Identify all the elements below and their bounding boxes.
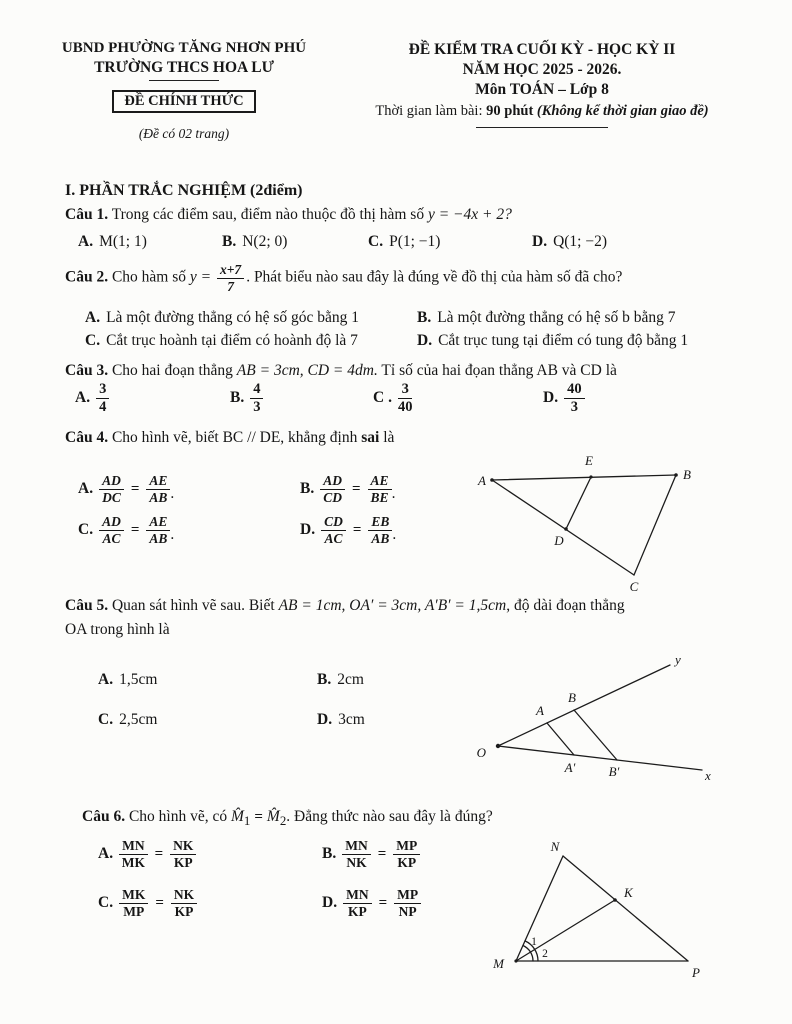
- edge-ed: [566, 477, 591, 529]
- option-d: D. $\frac{40}{3}$: [543, 381, 585, 415]
- point-label-e: E: [585, 453, 593, 468]
- axis-label-y: y: [675, 652, 681, 667]
- question-5-label: Câu 5.: [65, 597, 109, 614]
- segment-a-aprime: [547, 723, 574, 755]
- angle-m2: M̂: [266, 808, 280, 825]
- time-value: 90 phút: [486, 103, 534, 120]
- point-d: [564, 527, 568, 531]
- figure-triangle-bc-de: [462, 442, 782, 602]
- header-right: [330, 40, 754, 128]
- option-d: D. $\frac{CD}{AC}$ = $\frac{EB}{AB}$ .: [300, 514, 397, 546]
- option-c: C. $\frac{MK}{MP}$ = $\frac{NK}{KP}$: [98, 887, 322, 919]
- option-b: B. $\frac{MN}{NK}$ = $\frac{MP}{KP}$: [322, 838, 421, 870]
- point-k: [613, 898, 617, 902]
- option-a: A. Là một đường thẳng có hệ số góc bằng 1: [85, 309, 359, 326]
- point-label-o: O: [476, 745, 486, 760]
- official-exam-box: ĐỀ CHÍNH THỨC: [112, 90, 255, 113]
- option-a: A. 1,5cm: [98, 671, 158, 688]
- point-label-b-prime: B′: [608, 764, 620, 779]
- angle-m1: M̂: [230, 808, 244, 825]
- point-label-k: K: [624, 885, 633, 900]
- question-1-text: Trong các điểm sau, điểm nào thuộc đồ thị hàm số: [111, 206, 428, 223]
- school-year: NĂM HỌC 2025 - 2026.: [462, 61, 622, 79]
- option-b: B. 2cm: [317, 671, 364, 688]
- pages-note: (Đề có 02 trang): [138, 126, 230, 141]
- question-4-stem: Câu 4. Cho hình vẽ, biết BC // DE, khẳng định sai là: [65, 429, 395, 446]
- question-6-stem: Câu 6. Cho hình vẽ, có $M̂_1$ = $M̂_2$. Đẳng thức nào sau đây là đúng?: [82, 808, 493, 829]
- figure-triangle-mnp: [478, 836, 738, 986]
- option-a: A. $\frac{3}{4}$: [75, 381, 230, 415]
- point-label-n: N: [550, 839, 560, 854]
- question-3-stem: Câu 3. Cho hai đoạn thẳng AB = 3cm, CD = 4dm. Tỉ số của hai đọan thẳng AB và CD là: [65, 362, 617, 379]
- header-left: [38, 40, 330, 142]
- option-c: C. $\frac{AD}{AC}$ = $\frac{AE}{AB}$ .: [78, 514, 175, 546]
- issuer-name: UBND PHƯỜNG TĂNG NHƠN PHÚ: [61, 40, 307, 56]
- angle-label-1: 1: [531, 936, 537, 948]
- question-1-stem: [65, 206, 512, 224]
- point-label-p: P: [692, 965, 700, 980]
- option-d: D. Q(1; −2): [532, 233, 608, 250]
- question-2-fraction: $\frac{x+7}{7}$: [217, 262, 244, 294]
- question-1-label: Câu 1.: [65, 206, 109, 223]
- option-d: D. Cắt trục tung tại điểm có tung độ bằng 1: [417, 332, 689, 349]
- question-5-formula: AB = 1cm, OA′ = 3cm, A′B′ = 1,5cm: [278, 597, 507, 614]
- option-b: B. $\frac{AD}{CD}$ = $\frac{AE}{BE}$ .: [300, 473, 396, 505]
- point-o: [496, 744, 500, 748]
- exam-title: ĐỀ KIỂM TRA CUỐI KỲ - HỌC KỲ II: [408, 41, 676, 58]
- option-d: D. $\frac{MN}{KP}$ = $\frac{MP}{NP}$: [322, 887, 421, 919]
- question-6-options: [98, 838, 421, 919]
- option-a: A. $\frac{AD}{DC}$ = $\frac{AE}{AB}$ .: [78, 473, 175, 505]
- question-4-label: Câu 4.: [65, 429, 109, 446]
- option-d: D. 3cm: [317, 711, 365, 728]
- question-2-label: Câu 2.: [65, 268, 109, 286]
- edge-bc: [634, 475, 676, 575]
- question-4-options: [78, 473, 396, 546]
- option-c: C. Cắt trục hoành tại điểm có hoành độ là 7: [85, 332, 358, 349]
- ray-oy: [498, 665, 670, 746]
- edge-np: [563, 856, 688, 961]
- question-1-formula: y = −4x + 2?: [427, 206, 512, 223]
- option-b: B. N(2; 0): [222, 233, 288, 250]
- point-label-d: D: [554, 533, 564, 548]
- axis-label-x: x: [705, 768, 711, 783]
- ray-ox: [498, 746, 702, 770]
- option-c: C . $\frac{3}{40}$: [373, 381, 413, 415]
- option-c: C. P(1; −1): [368, 233, 441, 250]
- point-label-c: C: [629, 579, 639, 594]
- question-5-options: [98, 671, 365, 729]
- angle-label-2: 2: [542, 948, 548, 960]
- question-3-options: [75, 381, 585, 415]
- point-label-a: A: [536, 703, 544, 718]
- point-label-m: M: [493, 956, 504, 971]
- question-5-stem: Câu 5. Quan sát hình vẽ sau. Biết AB = 1cm, OA′ = 3cm, A′B′ = 1,5cm, độ dài đoạn thẳng: [65, 597, 625, 614]
- option-c: C. 2,5cm: [98, 711, 158, 728]
- segment-b-bprime: [574, 710, 617, 760]
- question-1-options: [78, 233, 607, 251]
- question-5-stem-line2: OA trong hình là: [65, 621, 170, 638]
- option-b: B. Là một đường thẳng có hệ số b bằng 7: [417, 309, 676, 326]
- time-note: (Không kể thời gian giao đề): [536, 103, 709, 120]
- subject-grade: Môn TOÁN – Lớp 8: [475, 81, 609, 99]
- question-2-formula-lhs: y =: [189, 268, 212, 286]
- question-2-stem: Câu 2. Cho hàm số y = $\frac{x+7}{7}$ . Phát biểu nào sau đây là đúng về đồ thị của hàm số đã cho?: [65, 262, 623, 294]
- point-m: [514, 959, 517, 962]
- edge-ab: [492, 475, 676, 480]
- school-underline: [149, 80, 219, 81]
- point-label-b: B: [683, 467, 691, 482]
- point-a: [490, 478, 494, 482]
- point-b: [674, 473, 678, 477]
- school-name: TRƯỜNG THCS HOA LƯ: [94, 59, 274, 76]
- time-line: [330, 103, 754, 120]
- option-b: B. $\frac{4}{3}$: [230, 381, 373, 415]
- time-label: Thời gian làm bài:: [375, 103, 483, 120]
- figure-rays-oxy: [462, 648, 782, 793]
- question-3-formula: AB = 3cm, CD = 4dm.: [236, 362, 378, 379]
- question-6-label: Câu 6.: [82, 808, 126, 825]
- option-a: A. M(1; 1): [78, 233, 147, 250]
- header-underline: [476, 127, 608, 128]
- point-label-b: B: [568, 690, 576, 705]
- point-label-a-prime: A′: [564, 760, 576, 775]
- point-e: [589, 475, 592, 478]
- option-a: A. $\frac{MN}{MK}$ = $\frac{NK}{KP}$: [98, 838, 322, 870]
- question-3-label: Câu 3.: [65, 362, 109, 379]
- section-title: I. PHẦN TRẮC NGHIỆM (2điểm): [65, 182, 303, 199]
- edge-ac: [492, 480, 634, 575]
- question-2-options: [85, 309, 688, 350]
- point-label-a: A: [478, 473, 486, 488]
